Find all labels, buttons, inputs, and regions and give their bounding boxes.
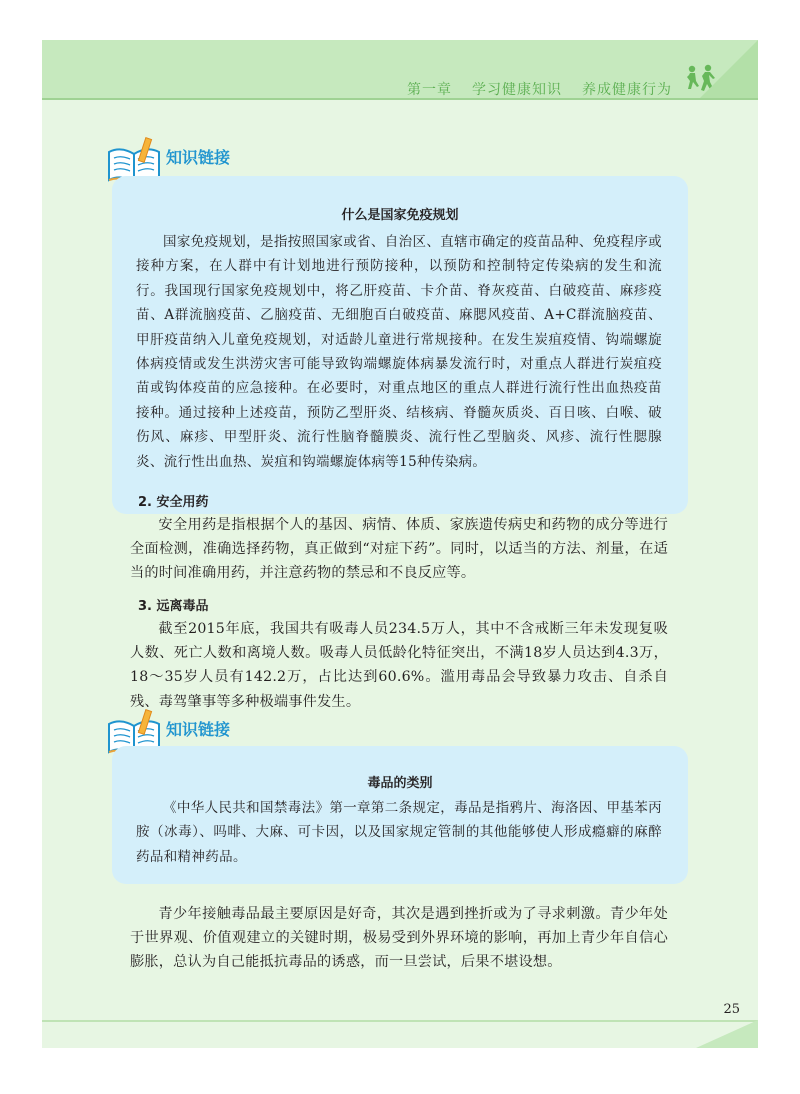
knowledge-link-box-1 — [112, 176, 688, 514]
chapter-number: 第一章 — [407, 82, 452, 98]
footer-corner-decoration — [696, 1020, 758, 1048]
knowledge-link-body-2: 《中华人民共和国禁毒法》第一章第二条规定，毒品是指鸦片、海洛因、甲基苯丙胺（冰毒）、吗啡、大麻、可卡因，以及国家规定管制的其他能够使人形成瘾癖的麻醉药品和精神药品。 — [136, 800, 662, 865]
page-number: 25 — [723, 1002, 740, 1017]
section-body-stay-away-from-drugs: 截至2015年底，我国共有吸毒人员234.5万人，其中不含戒断三年未发现复吸人数、死亡人数和离境人数。吸毒人员低龄化特征突出，不满18岁人员达到4.3万，18～35岁人员有142.2万，占比达到60.6%。滥用毒品会导致暴力攻击、自杀自残、毒驾肇事等多种极端事件发生。 — [130, 621, 668, 710]
knowledge-link-title-2: 毒品的类别 — [367, 776, 433, 791]
chapter-subtitle: 养成健康行为 — [582, 82, 672, 98]
closing-paragraph: 青少年接触毒品最主要原因是好奇，其次是遇到挫折或为了寻求刺激。青少年处于世界观、价值观建立的关键时期，极易受到外界环境的影响，再加上青少年自信心膨胀，总认为自己能抵抗毒品的诱惑，而一旦尝试，后果不堪设想。 — [130, 906, 668, 971]
chapter-title: 学习健康知识 — [472, 82, 562, 98]
knowledge-link-box-2 — [112, 746, 688, 884]
chapter-header — [42, 40, 758, 100]
section-heading-stay-away-from-drugs: 3. 远离毒品 — [138, 599, 209, 614]
chapter-header-text — [407, 79, 672, 99]
header-corner-decoration — [700, 40, 758, 98]
footer-divider — [42, 1020, 758, 1022]
knowledge-link-title-1: 什么是国家免疫规划 — [341, 208, 459, 223]
knowledge-link-label-1: 知识链接 — [166, 148, 231, 167]
section-body-safe-medication: 安全用药是指根据个人的基因、病情、体质、家族遗传病史和药物的成分等进行全面检测，准确选择药物，真正做到“对症下药”。同时，以适当的方法、剂量，在适当的时间准确用药，并注意药物的禁忌和不良反应等。 — [130, 517, 668, 582]
section-heading-safe-medication: 2. 安全用药 — [138, 495, 209, 510]
book-page — [42, 40, 758, 1048]
knowledge-link-body-1: 国家免疫规划，是指按照国家或省、自治区、直辖市确定的疫苗品种、免疫程序或接种方案，在人群中有计划地进行预防接种，以预防和控制特定传染病的发生和流行。我国现行国家免疫规划中，将乙肝疫苗、卡介苗、脊灰疫苗、白破疫苗、麻疹疫苗、A群流脑疫苗、乙脑疫苗、无细胞百白破疫苗、麻腮风疫苗、A+C群流脑疫苗、甲肝疫苗纳入儿童免疫规划，对适龄儿童进行常规接种。在发生炭疽疫情、钩端螺旋体病疫情或发生洪涝灾害可能导致钩端螺旋体病暴发流行时，对重点人群进行炭疽疫苗或钩体疫苗的应急接种。在必要时，对重点地区的重点人群进行流行性出血热疫苗接种。通过接种上述疫苗，预防乙型肝炎、结核病、脊髓灰质炎、百日咳、白喉、破伤风、麻疹、甲型肝炎、流行性脑脊髓膜炎、流行性乙型脑炎、风疹、流行性腮腺炎、流行性出血热、炭疽和钩端螺旋体病等15种传染病。 — [136, 234, 662, 470]
knowledge-link-label-2: 知识链接 — [166, 720, 231, 739]
